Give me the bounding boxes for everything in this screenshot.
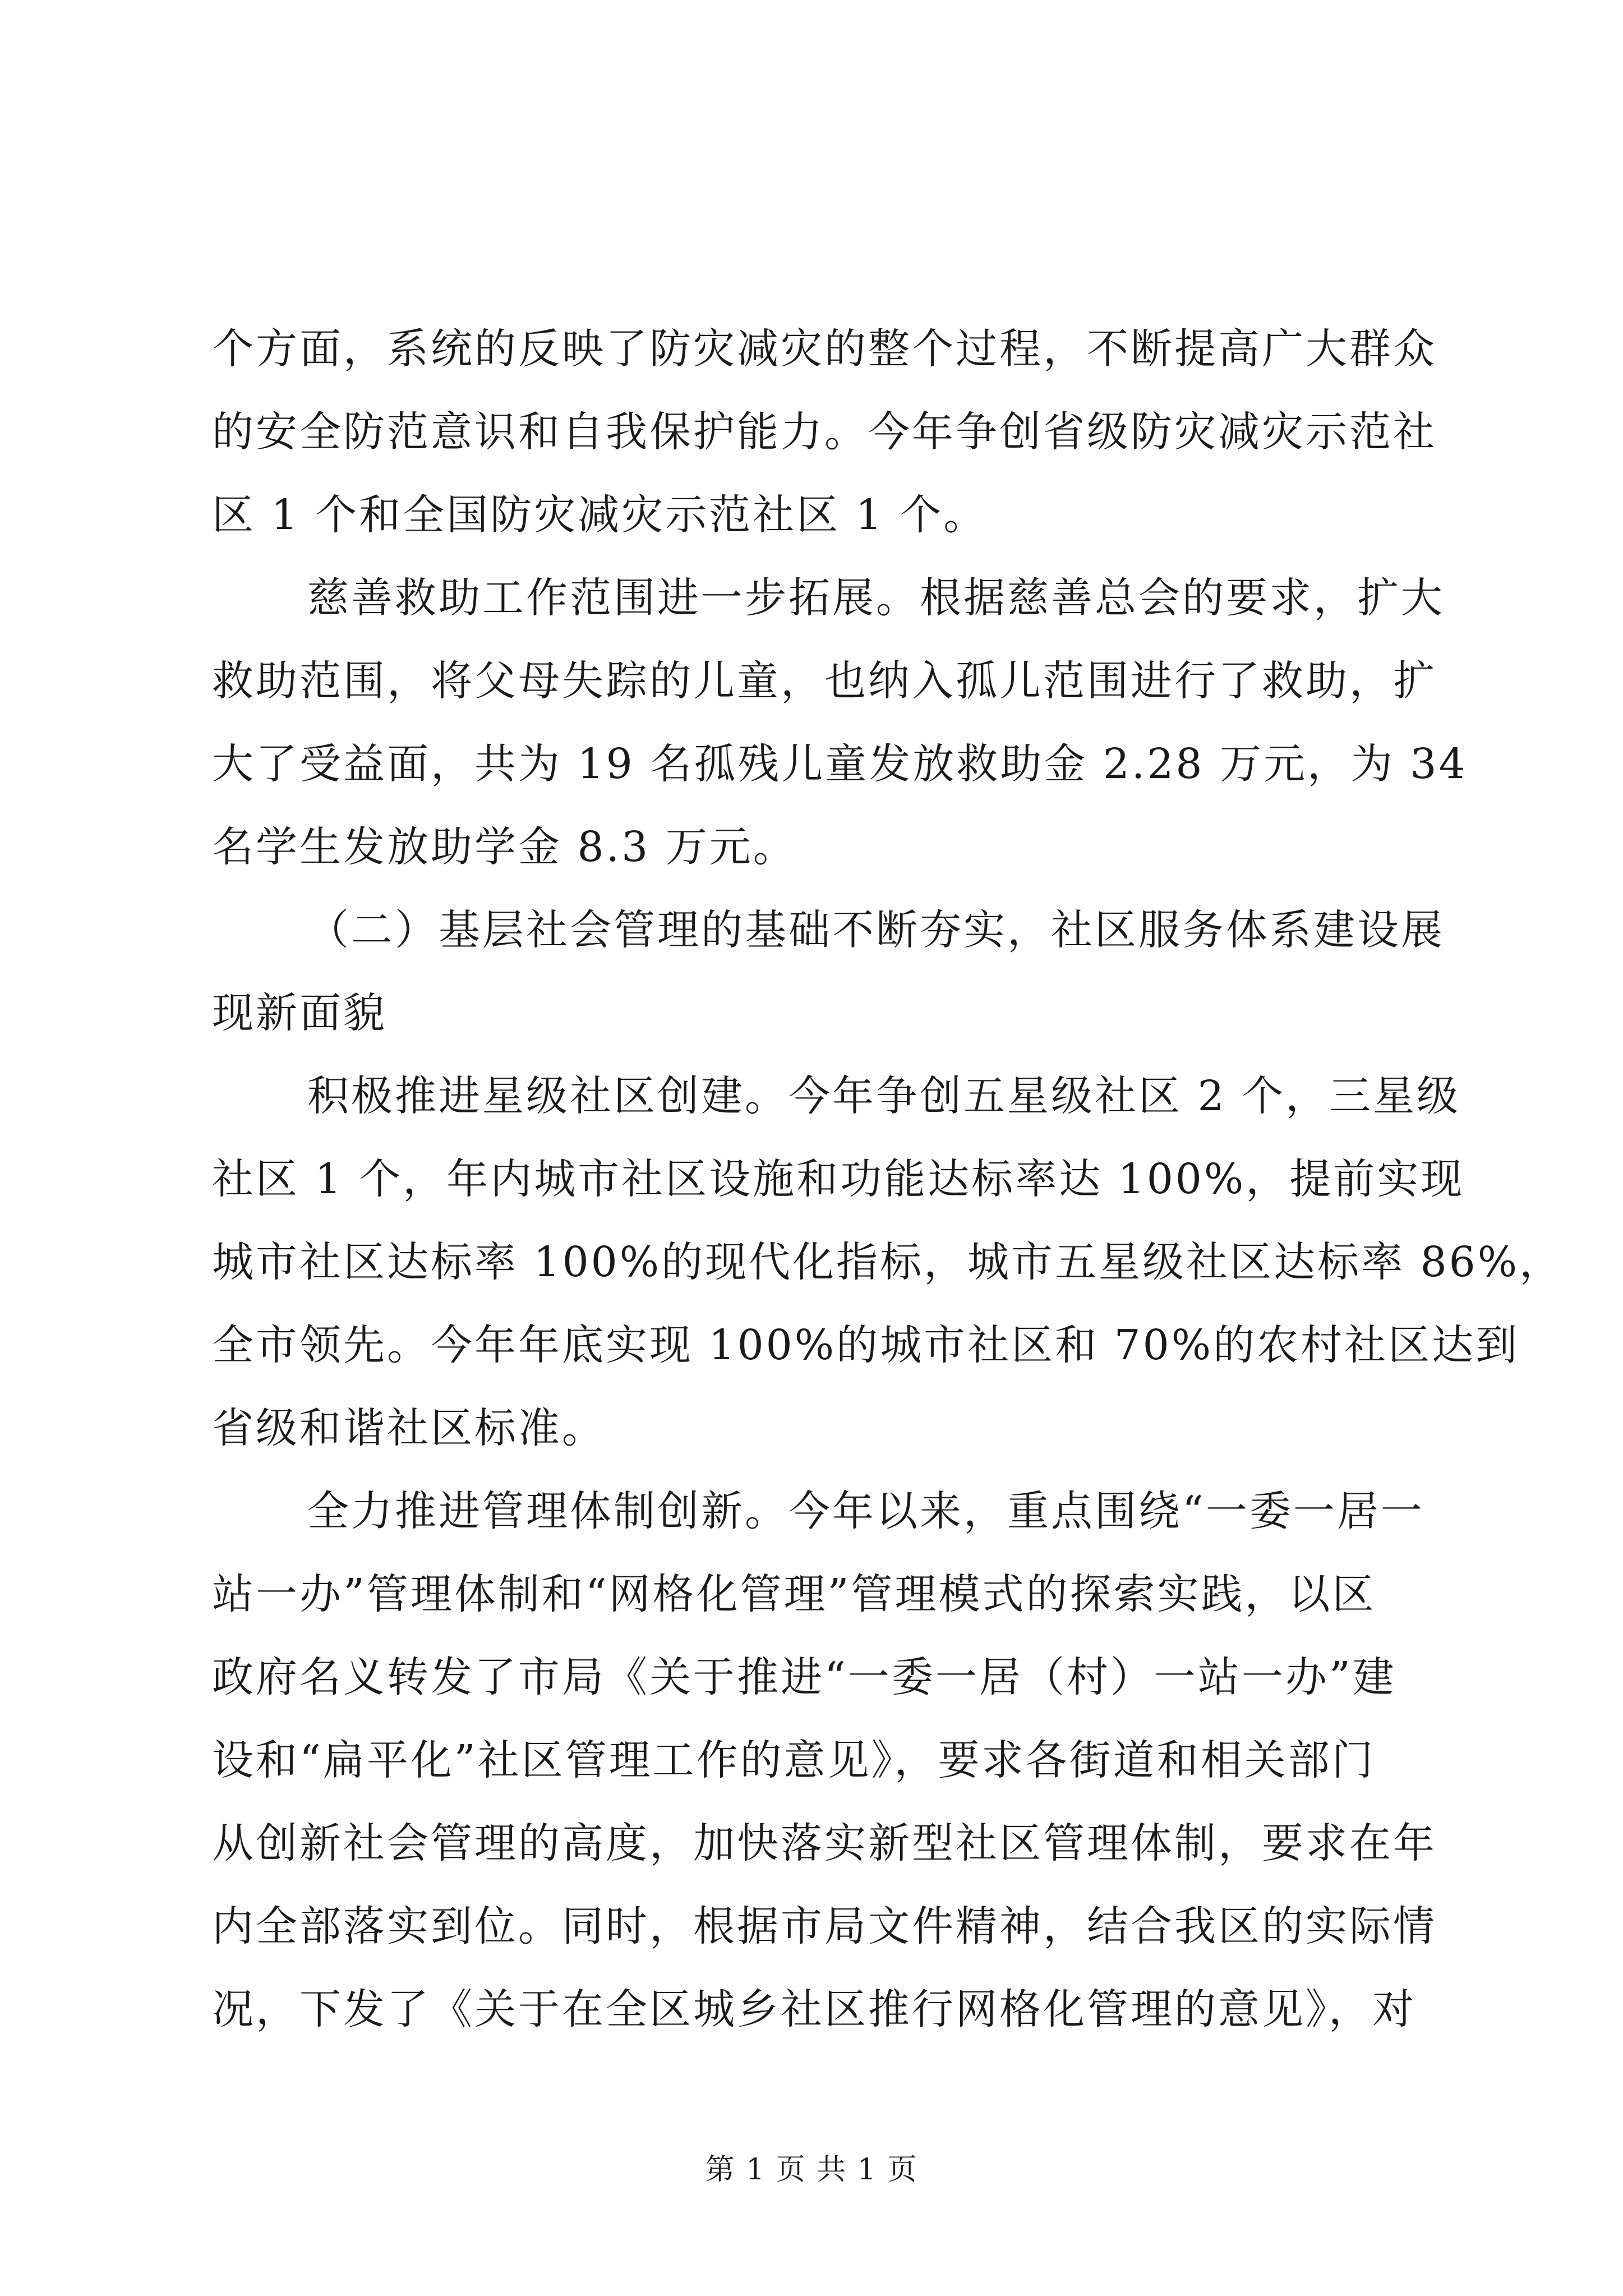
text-line: 政府名义转发了市局《关于推进“一委一居（村）一站一办”建 xyxy=(212,1653,1396,1701)
text-line: 站一办”管理体制和“网格化管理”管理模式的探索实践，以区 xyxy=(212,1570,1376,1618)
text-line: 设和“扁平化”社区管理工作的意见》，要求各街道和相关部门 xyxy=(212,1736,1376,1784)
section-heading: （二）基层社会管理的基础不断夯实，社区服务体系建设展 xyxy=(307,906,1445,954)
text-line: 城市社区达标率 100%的现代化指标，城市五星级社区达标率 86%， xyxy=(212,1238,1564,1286)
text-line: 的安全防范意识和自我保护能力。今年争创省级防灾减灾示范社 xyxy=(212,408,1437,456)
text-line: 全市领先。今年年底实现 100%的城市社区和 70%的农村社区达到 xyxy=(212,1321,1520,1369)
paragraph-first-line: 积极推进星级社区创建。今年争创五星级社区 2 个，三星级 xyxy=(307,1072,1461,1120)
paragraph-first-line: 全力推进管理体制创新。今年以来，重点围绕“一委一居一 xyxy=(307,1487,1424,1535)
text-line: 社区 1 个，年内城市社区设施和功能达标率达 100%，提前实现 xyxy=(212,1155,1465,1203)
text-line: 个方面，系统的反映了防灾减灾的整个过程，不断提高广大群众 xyxy=(212,325,1437,373)
text-line: 名学生发放助学金 8.3 万元。 xyxy=(212,823,797,871)
text-line: 内全部落实到位。同时，根据市局文件精神，结合我区的实际情 xyxy=(212,1902,1437,1950)
text-line: 大了受益面，共为 19 名孤残儿童发放救助金 2.28 万元，为 34 xyxy=(212,740,1468,788)
text-line: 况，下发了《关于在全区城乡社区推行网格化管理的意见》，对 xyxy=(212,1985,1416,2033)
page-number-footer: 第 1 页 共 1 页 xyxy=(705,2153,918,2187)
text-line: 救助范围，将父母失踪的儿童，也纳入孤儿范围进行了救助，扩 xyxy=(212,657,1437,705)
text-line: 从创新社会管理的高度，加快落实新型社区管理体制，要求在年 xyxy=(212,1819,1437,1867)
paragraph-first-line: 慈善救助工作范围进一步拓展。根据慈善总会的要求，扩大 xyxy=(307,574,1445,622)
text-line: 省级和谐社区标准。 xyxy=(212,1404,606,1452)
text-line: 区 1 个和全国防灾减灾示范社区 1 个。 xyxy=(212,491,988,539)
section-heading-continued: 现新面貌 xyxy=(212,989,387,1037)
document-body xyxy=(212,307,1564,2051)
